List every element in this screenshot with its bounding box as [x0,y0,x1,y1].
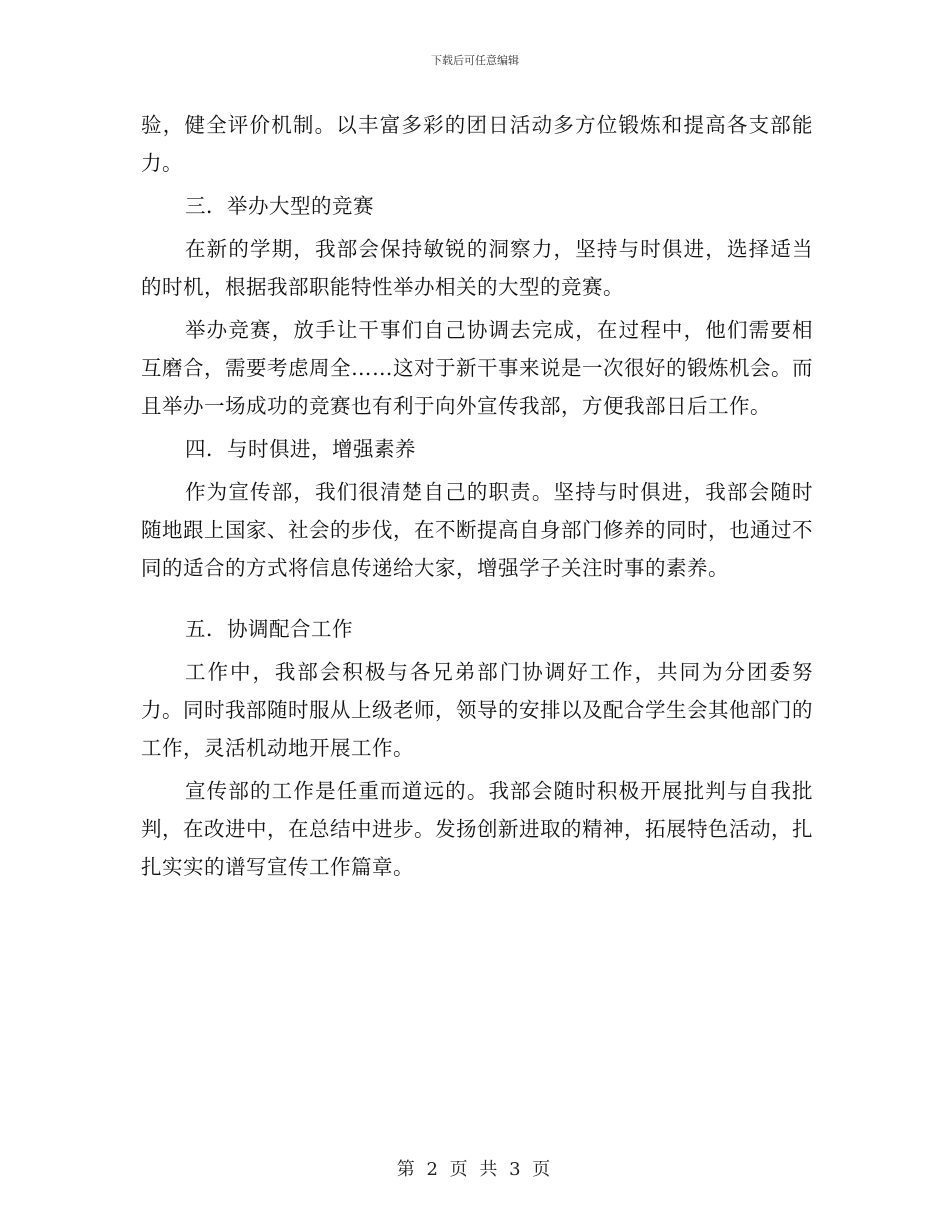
paragraph: 举办竞赛，放手让干事们自己协调去完成，在过程中，他们需要相互磨合，需要考虑周全……这对于新干事来说是一次很好的锻炼机会。而且举办一场成功的竞赛也有利于向外宣传我部，方便我部日后工作。 [141,318,813,418]
paragraph: 在新的学期，我部会保持敏锐的洞察力，坚持与时俱进，选择适当的时机，根据我部职能特性举办相关的大型的竞赛。 [141,237,813,299]
header-note: 下载后可任意编辑 [431,54,519,67]
paragraph: 作为宣传部，我们很清楚自己的职责。坚持与时俱进，我部会随时随地跟上国家、社会的步伐，在不断提高自身部门修养的同时，也通过不同的适合的方式将信息传递给大家，增强学子关注时事的素养。 [141,480,813,580]
paragraph: 工作中，我部会积极与各兄弟部门协调好工作，共同为分团委努力。同时我部随时服从上级老师，领导的安排以及配合学生会其他部门的工作，灵活机动地开展工作。 [141,660,813,760]
document-body [141,106,813,886]
page-indicator: 第 2 页 共 3 页 [396,1159,554,1180]
section-heading-5: 五．协调配合工作 [185,617,353,641]
paragraph-continuation: 验，健全评价机制。以丰富多彩的团日活动多方位锻炼和提高各支部能力。 [141,113,813,175]
paragraph: 宣传部的工作是任重而道远的。我部会随时积极开展批判与自我批判，在改进中，在总结中进步。发扬创新进取的精神，拓展特色活动，扎扎实实的谱写宣传工作篇章。 [141,779,813,879]
section-heading-4: 四．与时俱进，增强素养 [185,437,416,461]
section-heading-3: 三．举办大型的竞赛 [185,194,374,218]
